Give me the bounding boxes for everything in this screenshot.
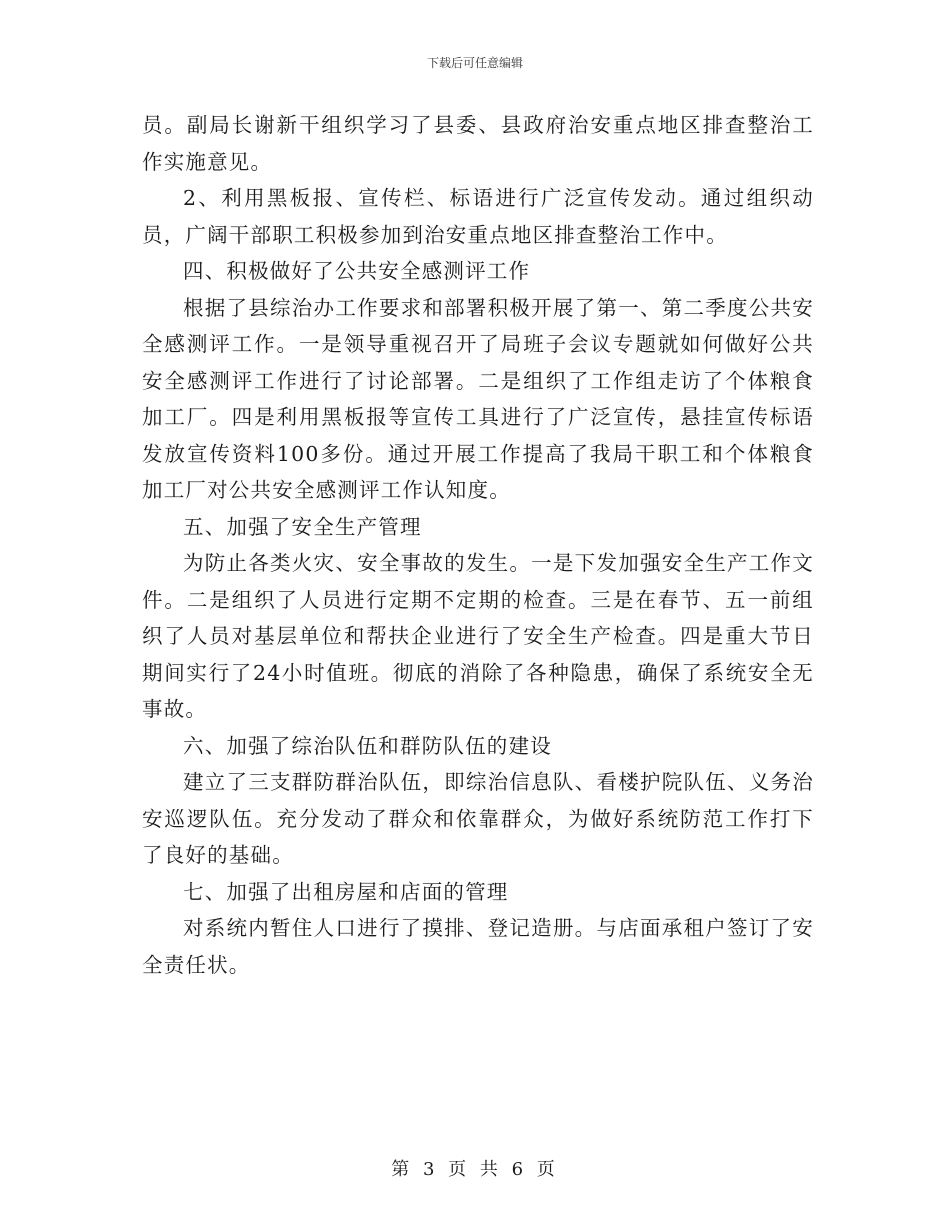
paragraph: 对系统内暂住人口进行了摸排、登记造册。与店面承租户签订了安全责任状。 bbox=[142, 916, 814, 977]
section-heading: 六、加强了综治队伍和群防队伍的建设 bbox=[183, 733, 552, 758]
section-heading: 四、积极做好了公共安全感测评工作 bbox=[183, 259, 531, 283]
paragraph: 根据了县综治办工作要求和部署积极开展了第一、第二季度公共安全感测评工作。一是领导重视召开了局班子会议专题就如何做好公共安全感测评工作进行了讨论部署。二是组织了工作组走访了个体粮食加工厂。四是利用黑板报等宣传工具进行了广泛宣传，悬挂宣传标语发放宣传资料100多份。通过开展工作提高了我局干职工和个体粮食加工厂对公共安全感测评工作认知度。 bbox=[142, 295, 814, 502]
page-number-footer: 第 3 页 共 6 页 bbox=[391, 1159, 559, 1180]
paragraph: 为防止各类火灾、安全事故的发生。一是下发加强安全生产工作文件。二是组织了人员进行定期不定期的检查。三是在春节、五一前组织了人员对基层单位和帮扶企业进行了安全生产检查。四是重大节日期间实行了24小时值班。彻底的消除了各种隐患，确保了系统安全无事故。 bbox=[142, 551, 814, 721]
paragraph: 员。副局长谢新干组织学习了县委、县政府治安重点地区排查整治工作实施意见。 bbox=[142, 113, 814, 174]
paragraph: 建立了三支群防群治队伍，即综治信息队、看楼护院队伍、义务治安巡逻队伍。充分发动了群众和依靠群众，为做好系统防范工作打下了良好的基础。 bbox=[142, 770, 814, 867]
section-heading: 七、加强了出租房屋和店面的管理 bbox=[183, 879, 509, 904]
document-body bbox=[142, 107, 814, 983]
paragraph: 2、利用黑板报、宣传栏、标语进行广泛宣传发动。通过组织动员，广阔干部职工积极参加到治安重点地区排查整治工作中。 bbox=[142, 186, 814, 247]
page-header: 下载后可任意编辑 bbox=[426, 56, 523, 70]
section-heading: 五、加强了安全生产管理 bbox=[183, 514, 422, 539]
